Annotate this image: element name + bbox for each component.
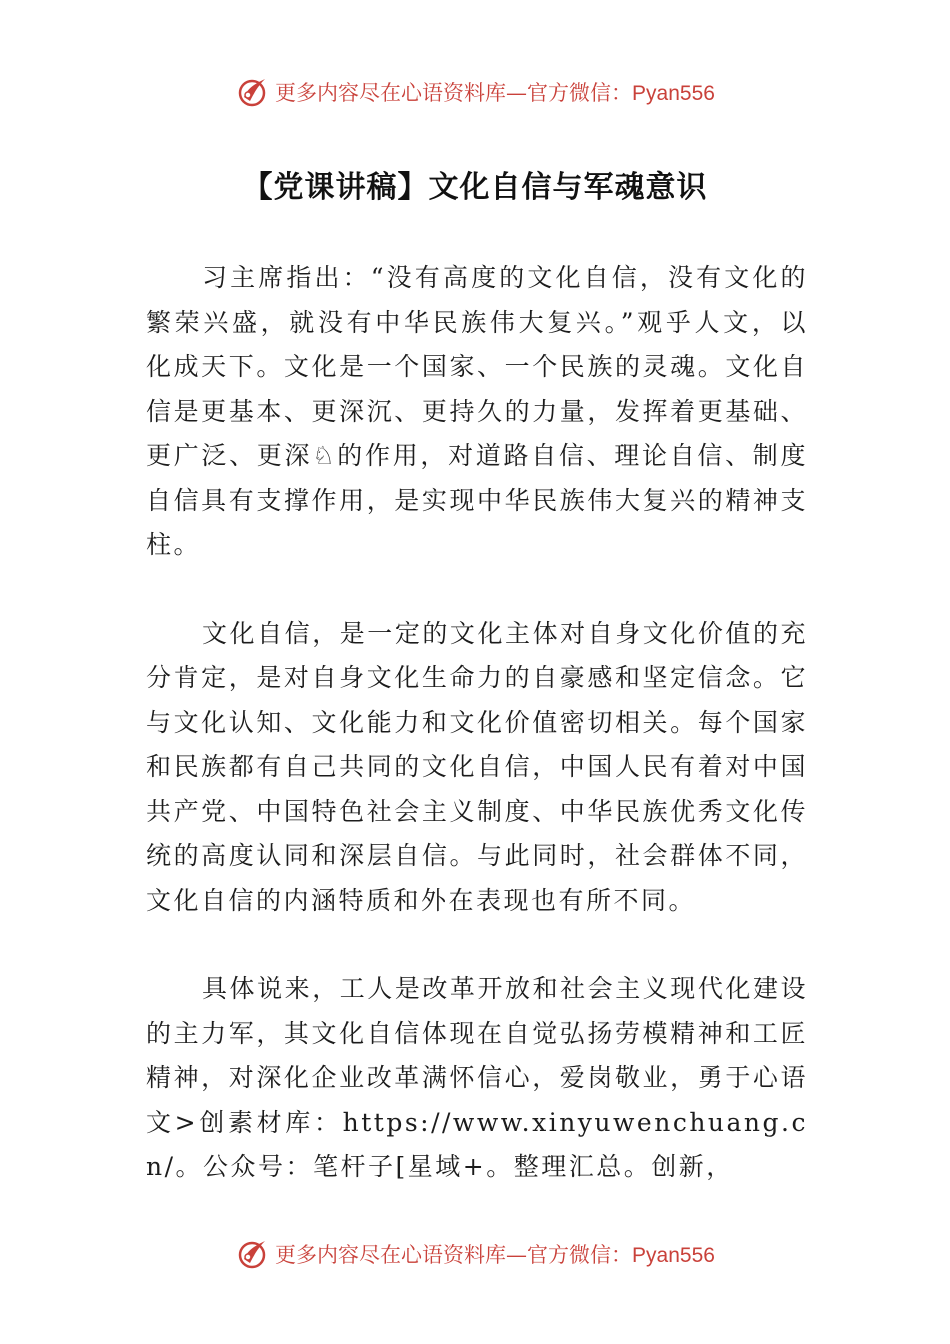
header-banner-text (275, 77, 715, 107)
paragraph-1: 习主席指出：“没有高度的文化自信，没有文化的繁荣兴盛，就没有中华民族伟大复兴。”观乎人文，以化成天下。文化是一个国家、一个民族的灵魂。文化自信是更基本、更深沉、更持久的力量，发挥着更基础、更广泛、更深​♘的作用，对道路自信、理论自信、制度自信具有支撑作用，是实现中华民族伟大复兴的精神支柱。 (146, 263, 808, 559)
header-banner-label: 更多内容尽在心语资料库—官方微信： (275, 81, 633, 105)
page-title: 【党课讲稿】文化自信与军魂意识 (242, 170, 708, 205)
paragraph-2: 文化自信，是一定的文化主体对自身文化价值的充分肯定，是对自身文化生命力的自豪感和坚定信念。它与文化认知、文化能力和文化价值密切相关。每个国家和民族都有自己共同的文化自信，中国人民有着对中国共产党、中国特色社会主义制度、中华民族优秀文化传统的高度认同和深层自信。与此同时，社会群体不同，文化自信的内涵特质和外在表现也有所不同。 (146, 618, 808, 915)
footer-banner-contact: Pyan556 (632, 1244, 715, 1267)
footer-banner-label: 更多内容尽在心语资料库—官方微信： (275, 1243, 633, 1267)
paragraph-3: 具体说来，工人是改革开放和社会主义现代化建设的主力军，其文化自信体现在自觉弘扬劳模精神和工匠精神，对深化企业改革满怀信心，爱岗敬业，勇于心语文>创素材库：https://www.xinyuwenchuang.cn/。公众号：笔杆子[星域+。整理汇总。创新， (146, 974, 808, 1181)
brand-logo-icon (235, 1237, 269, 1271)
brand-logo-icon (235, 75, 269, 109)
header-banner-contact: Pyan556 (632, 82, 715, 105)
header-banner (0, 70, 950, 114)
footer-banner (0, 1232, 950, 1276)
footer-banner-text (275, 1239, 715, 1269)
article-body (146, 256, 808, 1190)
